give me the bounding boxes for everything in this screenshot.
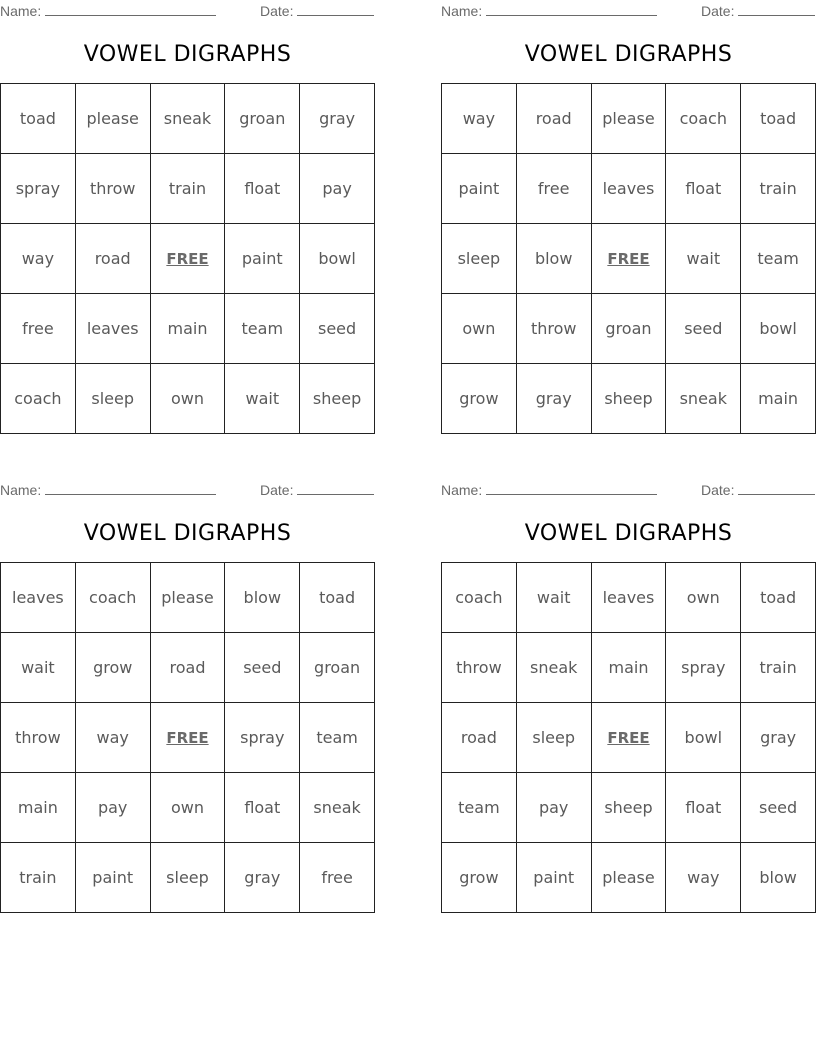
bingo-cell[interactable]: float xyxy=(225,154,300,224)
name-blank[interactable] xyxy=(45,2,216,16)
name-label: Name: xyxy=(0,482,42,498)
bingo-card-3 xyxy=(0,479,375,914)
bingo-cell[interactable]: paint xyxy=(517,843,592,913)
bingo-cell[interactable]: pay xyxy=(300,154,375,224)
name-blank[interactable] xyxy=(45,481,216,495)
bingo-cell[interactable]: way xyxy=(442,84,517,154)
bingo-cell[interactable]: sneak xyxy=(517,633,592,703)
bingo-cell[interactable]: paint xyxy=(76,843,151,913)
bingo-cell[interactable]: pay xyxy=(517,773,592,843)
bingo-cell[interactable]: coach xyxy=(1,364,76,434)
bingo-cell[interactable]: leaves xyxy=(592,154,667,224)
bingo-cell[interactable]: toad xyxy=(300,563,375,633)
bingo-cell[interactable]: seed xyxy=(741,773,816,843)
name-blank[interactable] xyxy=(486,2,657,16)
bingo-cell[interactable]: float xyxy=(666,773,741,843)
bingo-cell[interactable]: team xyxy=(741,224,816,294)
bingo-card-4 xyxy=(441,479,816,914)
date-label: Date: xyxy=(701,482,735,498)
bingo-cell[interactable]: paint xyxy=(442,154,517,224)
bingo-cell[interactable]: wait xyxy=(1,633,76,703)
bingo-cell[interactable]: wait xyxy=(666,224,741,294)
bingo-cell[interactable]: please xyxy=(592,84,667,154)
bingo-cell[interactable]: spray xyxy=(1,154,76,224)
card-header xyxy=(441,481,816,499)
bingo-cell[interactable]: free xyxy=(1,294,76,364)
card-title: VOWEL DIGRAPHS xyxy=(524,521,733,546)
card-header xyxy=(0,481,375,499)
free-space[interactable]: FREE xyxy=(592,224,667,294)
card-header xyxy=(0,2,375,20)
bingo-cell[interactable]: throw xyxy=(442,633,517,703)
bingo-cell[interactable]: way xyxy=(1,224,76,294)
bingo-cell[interactable]: own xyxy=(151,364,226,434)
free-space[interactable]: FREE xyxy=(151,224,226,294)
bingo-cell[interactable]: leaves xyxy=(76,294,151,364)
bingo-cell[interactable]: leaves xyxy=(1,563,76,633)
bingo-cell[interactable]: coach xyxy=(666,84,741,154)
bingo-cell[interactable]: road xyxy=(517,84,592,154)
bingo-cell[interactable]: float xyxy=(666,154,741,224)
bingo-cell[interactable]: toad xyxy=(1,84,76,154)
bingo-cell[interactable]: sheep xyxy=(592,364,667,434)
name-blank[interactable] xyxy=(486,481,657,495)
bingo-cell[interactable]: please xyxy=(151,563,226,633)
bingo-cell[interactable]: team xyxy=(300,703,375,773)
bingo-cell[interactable]: seed xyxy=(300,294,375,364)
bingo-cell[interactable]: main xyxy=(1,773,76,843)
bingo-cell[interactable]: toad xyxy=(741,563,816,633)
bingo-cell[interactable]: road xyxy=(442,703,517,773)
bingo-cell[interactable]: own xyxy=(442,294,517,364)
card-title: VOWEL DIGRAPHS xyxy=(83,42,292,67)
bingo-cell[interactable]: way xyxy=(76,703,151,773)
bingo-cell[interactable]: pay xyxy=(76,773,151,843)
bingo-cell[interactable]: blow xyxy=(741,843,816,913)
bingo-cell[interactable]: bowl xyxy=(300,224,375,294)
bingo-cell[interactable]: wait xyxy=(225,364,300,434)
bingo-cell[interactable]: please xyxy=(76,84,151,154)
free-space[interactable]: FREE xyxy=(151,703,226,773)
bingo-cell[interactable]: spray xyxy=(225,703,300,773)
bingo-cell[interactable]: sneak xyxy=(666,364,741,434)
bingo-cell[interactable]: grow xyxy=(442,364,517,434)
bingo-cell[interactable]: float xyxy=(225,773,300,843)
bingo-grid xyxy=(441,562,816,913)
bingo-cell[interactable]: throw xyxy=(76,154,151,224)
bingo-cell[interactable]: groan xyxy=(592,294,667,364)
bingo-cell[interactable]: blow xyxy=(225,563,300,633)
bingo-cell[interactable]: grow xyxy=(76,633,151,703)
bingo-cell[interactable]: own xyxy=(666,563,741,633)
bingo-cell[interactable]: main xyxy=(592,633,667,703)
card-header xyxy=(441,2,816,20)
bingo-cell[interactable]: throw xyxy=(1,703,76,773)
name-label: Name: xyxy=(441,482,483,498)
bingo-cell[interactable]: sleep xyxy=(442,224,517,294)
bingo-cell[interactable]: grow xyxy=(442,843,517,913)
date-blank[interactable] xyxy=(738,2,815,16)
bingo-cell[interactable]: seed xyxy=(225,633,300,703)
bingo-cell[interactable]: gray xyxy=(741,703,816,773)
bingo-cell[interactable]: gray xyxy=(517,364,592,434)
bingo-cell[interactable]: sheep xyxy=(592,773,667,843)
bingo-cell[interactable]: free xyxy=(300,843,375,913)
bingo-cell[interactable]: seed xyxy=(666,294,741,364)
bingo-cell[interactable]: road xyxy=(76,224,151,294)
bingo-cell[interactable]: gray xyxy=(300,84,375,154)
bingo-card-1 xyxy=(0,0,375,435)
date-blank[interactable] xyxy=(297,2,374,16)
bingo-cell[interactable]: groan xyxy=(225,84,300,154)
name-label: Name: xyxy=(441,3,483,19)
bingo-cell[interactable]: throw xyxy=(517,294,592,364)
date-blank[interactable] xyxy=(738,481,815,495)
date-blank[interactable] xyxy=(297,481,374,495)
bingo-card-2 xyxy=(441,0,816,435)
bingo-cell[interactable]: way xyxy=(666,843,741,913)
bingo-cell[interactable]: sheep xyxy=(300,364,375,434)
bingo-cell[interactable]: blow xyxy=(517,224,592,294)
bingo-cell[interactable]: bowl xyxy=(666,703,741,773)
bingo-grid xyxy=(0,83,375,434)
free-space[interactable]: FREE xyxy=(592,703,667,773)
bingo-cell[interactable]: team xyxy=(225,294,300,364)
bingo-cell[interactable]: main xyxy=(151,294,226,364)
name-label: Name: xyxy=(0,3,42,19)
card-title: VOWEL DIGRAPHS xyxy=(83,521,292,546)
bingo-cell[interactable]: main xyxy=(741,364,816,434)
bingo-cell[interactable]: team xyxy=(442,773,517,843)
bingo-cell[interactable]: own xyxy=(151,773,226,843)
bingo-cell[interactable]: train xyxy=(741,154,816,224)
bingo-cell[interactable]: sleep xyxy=(517,703,592,773)
bingo-cell[interactable]: leaves xyxy=(592,563,667,633)
bingo-cell[interactable]: train xyxy=(741,633,816,703)
bingo-cell[interactable]: spray xyxy=(666,633,741,703)
bingo-cell[interactable]: paint xyxy=(225,224,300,294)
bingo-grid xyxy=(0,562,375,913)
date-label: Date: xyxy=(260,482,294,498)
bingo-cell[interactable]: train xyxy=(151,154,226,224)
card-title: VOWEL DIGRAPHS xyxy=(524,42,733,67)
bingo-cell[interactable]: bowl xyxy=(741,294,816,364)
bingo-cell[interactable]: sneak xyxy=(300,773,375,843)
bingo-cell[interactable]: coach xyxy=(76,563,151,633)
bingo-cell[interactable]: gray xyxy=(225,843,300,913)
bingo-cell[interactable]: sleep xyxy=(76,364,151,434)
date-label: Date: xyxy=(260,3,294,19)
date-label: Date: xyxy=(701,3,735,19)
bingo-cell[interactable]: please xyxy=(592,843,667,913)
bingo-cell[interactable]: sleep xyxy=(151,843,226,913)
bingo-cell[interactable]: toad xyxy=(741,84,816,154)
bingo-cell[interactable]: wait xyxy=(517,563,592,633)
bingo-cell[interactable]: train xyxy=(1,843,76,913)
bingo-cell[interactable]: free xyxy=(517,154,592,224)
bingo-cell[interactable]: groan xyxy=(300,633,375,703)
bingo-grid xyxy=(441,83,816,434)
bingo-cell[interactable]: coach xyxy=(442,563,517,633)
bingo-cell[interactable]: road xyxy=(151,633,226,703)
bingo-cell[interactable]: sneak xyxy=(151,84,226,154)
